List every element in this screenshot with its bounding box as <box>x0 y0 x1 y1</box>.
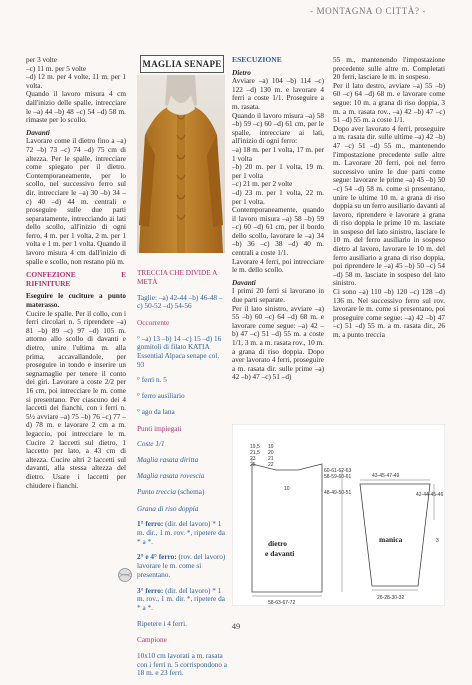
gauge-heading: Campione <box>137 636 167 645</box>
column-1 <box>26 56 126 490</box>
text-paragraph: I primi 20 ferri si lavorano in due parti separate. <box>232 287 324 305</box>
text-paragraph: –d) 12 m. per 4 volte, 11 m. per 1 volta. <box>26 73 126 90</box>
pattern-schematic <box>232 424 445 606</box>
stitches-heading: Punti impiegati <box>137 424 182 433</box>
measure-label: 21,5 <box>250 450 260 456</box>
measure-label: 23 <box>250 456 256 462</box>
running-header: - MONTAGNA O CITTÀ? - <box>310 6 426 16</box>
text-paragraph: 55 m., mantenendo l'impostazione precedente sulle altre m. Completati 20 ferri, lasciare le m. in sospeso. <box>333 56 445 82</box>
section-heading-confezione: CONFEZIONE E RIFINITURE <box>26 270 126 288</box>
text-paragraph: Per il lato destro, avviare –a) 55 –b) 60 –c) 64 –d) 68 m. e lavorare come segue: 10 m. a grana di riso doppia, 3 m. a m. rasata rov., –a) 42 –b) 47 –c) 51 –d) 55 m. a coste 1/1. <box>333 81 445 125</box>
text-paragraph: –b) 20 m. per 1 volta, 19 m. per 1 volta <box>232 163 324 180</box>
materials-item: ° ferri n. 5 <box>137 376 167 385</box>
text-paragraph: Quando il lavoro misura 4 cm dall'inizio delle spalle, intrecciare le –a) 44 –b) 48 –c) 54 –d) 58 m. rimaste per lo scollo. <box>26 90 126 125</box>
row-label: 2° e 4° ferro: <box>137 553 177 562</box>
text-paragraph: Dopo aver lavorato 4 ferri, proseguire a m. rasata dir. sulle ultime –a) 42 –b) 47 –c) 51 –d) 55 m., mantenendo l'impostazione precedente sulle altre m. Lavorare 20 ferri, poi nel ferro successivo unire le due parti come segue: lavorare le prime –a) 45 –b) 50 –c) 54 –d) 58 m. come si presentano, unire le ultime 10 m. a grana di riso doppia su un ferro ausiliario davanti al lavoro, riprendere e lavorare a grana di riso doppia le prime 10 m. lasciate in sospeso del lato sinistro, lasciare le 10 m. del ferro ausiliario in sospeso dietro al lavoro, lavorare le 10 m. del ferro ausiliario a grana di riso doppia, poi riprendere le –a) 45 –b) 50 –c) 54 –d) 58 m. lasciate in sospeso del lato sinistro. <box>333 124 445 288</box>
row-text: (dir. del lavoro) * 1 m. dir., 1 m. rov. *, ripetere da * a *. <box>137 520 225 546</box>
measure-label: 60-61-62-63 <box>324 468 352 474</box>
measure-label: 20 <box>268 450 274 456</box>
stitch-item: Maglia rasata rovescia <box>137 472 205 481</box>
stitch-item-suffix: (schema) <box>177 488 205 496</box>
measure-label: 3 <box>436 538 439 544</box>
text-paragraph: Avviare –a) 104 –b) 114 –c) 122 –d) 130 m. e lavorare 4 ferri a coste 1/1. Proseguire a m. rasata. <box>232 77 324 111</box>
text-paragraph: per 3 volte <box>26 56 58 64</box>
subheading-davanti: Davanti <box>232 278 256 287</box>
measure-label: 48-49-50-51 <box>324 490 352 496</box>
model-photo <box>137 75 225 253</box>
piece-label-sleeve: manica <box>379 535 403 544</box>
grana-heading: Grana di riso doppia <box>137 504 199 513</box>
piece-label-back: dietro <box>268 539 288 548</box>
row-text: (rov. del lavoro) lavorare le m. come si presentano. <box>137 553 226 579</box>
text-paragraph: Contemporaneamente, quando il lavoro misura –a) 58 –b) 59 –c) 60 –d) 61 cm, per il bordo dello scollo, lavorare le –a) 34 –b) 36 –c) 38 –d) 40 m. centrali a coste 1/1. <box>232 206 324 258</box>
measure-label: 58-63-67-72 <box>268 600 296 606</box>
page-number: 49 <box>231 621 241 631</box>
materials-item: ° –a) 13 –b) 14 –c) 15 –d) 16 gomitoli di filato KATIA Essential Alpaca senape col. 93 <box>137 334 222 369</box>
yarn-ball-icon <box>116 568 134 582</box>
measure-label: 21 <box>268 456 274 462</box>
stitch-item: Punto treccia <box>137 488 176 496</box>
materials-heading: Occorrente <box>137 318 170 327</box>
measure-label: 19 <box>268 444 274 450</box>
subheading-davanti: Davanti <box>26 128 50 137</box>
measure-label: 43-45-47-49 <box>372 473 400 479</box>
measure-label: 58-59-60-61 <box>324 474 352 480</box>
text-paragraph: Ci sono –a) 110 –b) 120 –c) 128 –d) 136 m. Nel successivo ferro sul rov. lavorare le m. come si presentano, poi proseguire come segue: –a) 42 –b) 47 –c) 51 –d) 55 m. a m. rasata dir., 26 m. a punto treccia <box>333 288 445 339</box>
column-3 <box>232 56 324 382</box>
stitch-item: Maglia rasata diritta <box>137 456 199 465</box>
model-title: MAGLIA SENAPE <box>140 55 224 73</box>
execution-heading: ESECUZIONE <box>232 55 282 64</box>
text-paragraph: –c) 11 m. per 5 volte <box>26 64 87 73</box>
text-paragraph: –c) 21 m. per 2 volte <box>232 180 293 189</box>
text-paragraph: –a) 18 m. per 1 volta, 17 m. per 1 volta <box>232 145 324 163</box>
materials-item: ° ago da lana <box>137 408 175 417</box>
row-label: 1° ferro: <box>137 520 164 529</box>
subheading-dietro: Dietro <box>232 68 251 77</box>
measure-label: 19,5 <box>250 444 260 450</box>
model-heading: TRECCIA CHE DIVIDE A METÀ <box>137 269 217 286</box>
stitch-item: Coste 1/1 <box>137 440 165 449</box>
text-paragraph: Quando il lavoro misura –a) 58 –b) 59 –c) 60 –d) 61 cm, per le spalle, intrecciare ai lati, all'inizio di ogni ferro: <box>232 111 324 146</box>
text-paragraph: –d) 23 m. per 1 volta, 22 m. per 1 volta. <box>232 188 324 206</box>
subheading-cuciture: Eseguire le cuciture a punto materasso. <box>26 292 126 310</box>
row-text: (dir. del lavoro) * 1 m. rov., 1 m. dir. *, ripetere da * a *. <box>137 586 225 612</box>
text-paragraph: Lavorare come il dietro fino a –a) 72 –b) 73 –c) 74 –d) 75 cm di altezza. Per le spalle, intrecciare come spiegato per il dietro. Contemporaneamente, per lo scollo, nel successivo ferro sul dir. intrecciare le –a) 30 –b) 34 –c) 40 –d) 44 m. centrali e proseguire sulle due parti separatamente, intrecciando ai lati dello scollo, all'inizio di ogni ferro, 4 m. per 1 volta, 2 m. per 1 volta e 1 m. per 1 volta. Quando il lavoro misura 4 cm dall'inizio di spalle e scollo, non restano più m. <box>26 137 126 266</box>
grana-end: Ripetere i 4 ferri. <box>137 619 187 628</box>
measure-label: 26-28-30-32 <box>377 595 405 601</box>
measure-label: 10 <box>284 486 290 492</box>
text-paragraph: Per il lato sinistro, avviare –a) 55 –b) 60 –c) 64 –d) 68 m. e lavorare come segue: –a) 42 –b) 47 –c) 51 –d) 55 m. a coste 1/1, 3 m. a m. rasata rov., 10 m. a grana di riso doppia. Dopo aver lavorato 4 ferri, proseguire a m. rasata dir. sulle prime –a) 42 –b) 47 –c) 51 –d) <box>232 304 324 382</box>
measure-label: 22 <box>268 462 274 468</box>
measure-label: 42-44-45-46 <box>416 492 444 498</box>
column-4 <box>333 56 445 340</box>
text-paragraph: Cucire le spalle. Per il collo, con i ferri circolari n. 5 riprendere –a) 81 –b) 89 –c) 97 –d) 105 m. attorno allo scollo di davanti e dietro, unire l'ultima m. alla prima, accavallandole, per proseguire in tondo e inserire un segnamaglie per tenere il conto dei giri. Lavorare a coste 2/2 per 16 cm, poi intrecciare le m. come si presentano. Per ciascuno dei 4 laccetti dei fianchi, con i ferri n. 5½ avviare –a) 75 –b) 76 –c) 77 –d) 78 m. e lavorare 2 cm a m. legaccio, poi intrecciare le m. Cucire 2 laccetti sul dietro, 1 laccetto per lato, a 43 cm di altezza. Cucire altri 2 laccetti sul davanti, alla stessa altezza del dietro. Usare i laccetti per chiudere i fianchi. <box>26 309 126 490</box>
piece-label-front: e davanti <box>265 549 295 558</box>
row-label: 3° ferro: <box>137 586 164 595</box>
materials-item: ° ferro ausiliario <box>137 392 185 401</box>
sizes-line: Taglie: –a) 42-44 –b) 46-48 –c) 50-52 –d) 54-56 <box>137 293 223 311</box>
measure-label: 25 <box>250 462 256 468</box>
text-paragraph: Lavorare 4 ferri, poi intrecciare le m. dello scollo. <box>232 257 324 275</box>
gauge-text: 10x10 cm lavorati a m. rasata con i ferri n. 5 corrispondono a 18 m. e 23 ferri. <box>137 651 227 678</box>
